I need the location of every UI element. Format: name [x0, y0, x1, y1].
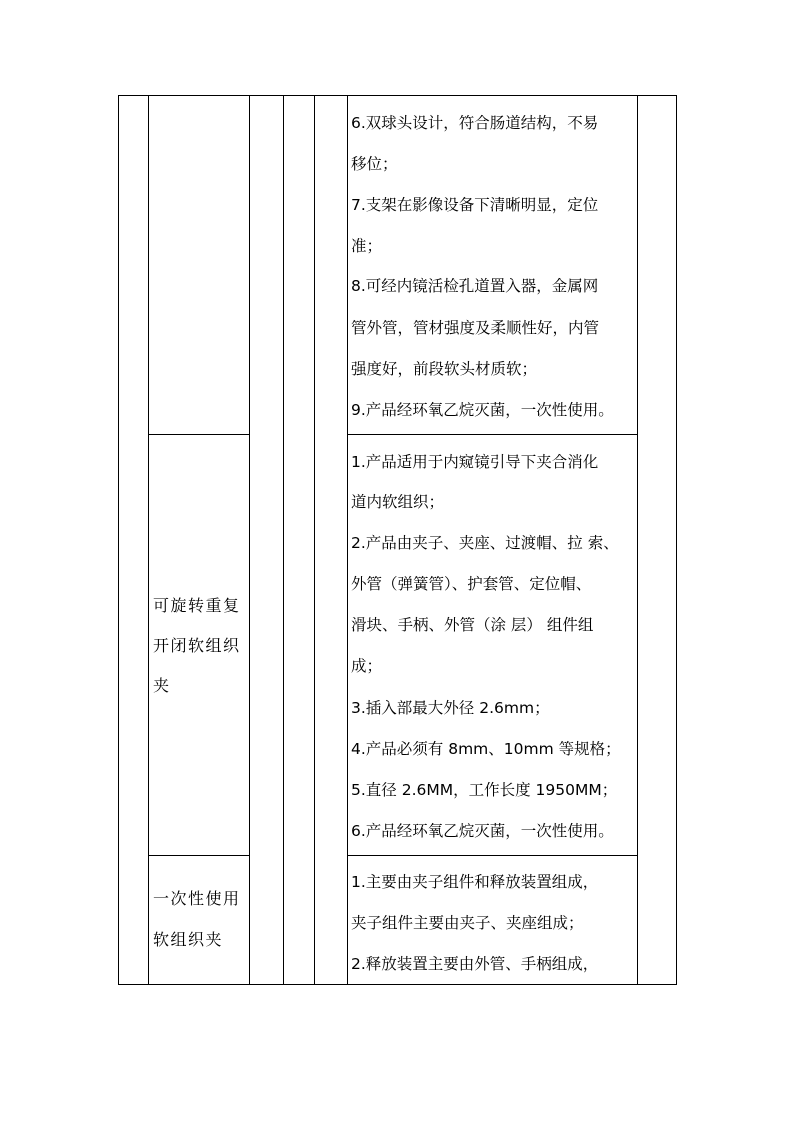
spec-line: 1.产品适用于内窥镜引导下夹合消化	[351, 453, 599, 471]
col-border-4	[314, 95, 315, 985]
product-name-line: 一次性使用	[153, 889, 241, 908]
spec-line: 2.释放装置主要由外管、手柄组成，	[351, 955, 599, 973]
table-top-border	[118, 95, 676, 96]
row-separator-spec-2	[347, 855, 637, 856]
col-border-0	[118, 95, 119, 985]
product-name-line: 软组织夹	[153, 930, 224, 949]
col-border-7	[676, 95, 677, 985]
spec-line: 2.产品由夹子、夹座、过渡帽、拉 索、	[351, 534, 619, 552]
col-border-3	[283, 95, 284, 985]
spec-line: 6.产品经环氧乙烷灭菌，一次性使用。	[351, 822, 614, 840]
spec-line: 9.产品经环氧乙烷灭菌，一次性使用。	[351, 401, 614, 419]
spec-line: 外管（弹簧管）、护套管、定位帽、	[351, 575, 592, 593]
spec-line: 成；	[351, 657, 383, 675]
col-border-6	[637, 95, 638, 985]
col-border-1	[148, 95, 149, 985]
col-border-5	[347, 95, 348, 985]
spec-line: 1.主要由夹子组件和释放装置组成，	[351, 873, 599, 891]
spec-line: 3.插入部最大外径 2.6mm；	[351, 699, 550, 717]
spec-line: 道内软组织；	[351, 493, 445, 511]
spec-line: 6.双球头设计，符合肠道结构，不易	[351, 114, 599, 132]
row-separator-spec-1	[347, 434, 637, 435]
spec-line: 8.可经内镜活检孔道置入器，金属网	[351, 277, 599, 295]
product-name-line: 可旋转重复	[153, 596, 241, 615]
spec-line: 滑块、手柄、外管（涂 层） 组件组	[351, 616, 594, 634]
spec-line: 准；	[351, 237, 383, 255]
product-name-line: 夹	[153, 676, 171, 695]
product-name-line: 开闭软组织	[153, 636, 241, 655]
table-bottom-border	[118, 984, 676, 985]
spec-line: 强度好，前段软头材质软；	[351, 360, 538, 378]
spec-line: 4.产品必须有 8mm、10mm 等规格；	[351, 740, 621, 758]
spec-line: 7.支架在影像设备下清晰明显，定位	[351, 196, 599, 214]
spec-line: 移位；	[351, 155, 398, 173]
col-border-2	[249, 95, 250, 985]
row-separator-name-1	[148, 434, 249, 435]
spec-line: 5.直径 2.6MM，工作长度 1950MM；	[351, 781, 618, 799]
spec-line: 夹子组件主要由夹子、夹座组成；	[351, 914, 584, 932]
row-separator-name-2	[148, 855, 249, 856]
spec-line: 管外管，管材强度及柔顺性好，内管	[351, 319, 600, 337]
